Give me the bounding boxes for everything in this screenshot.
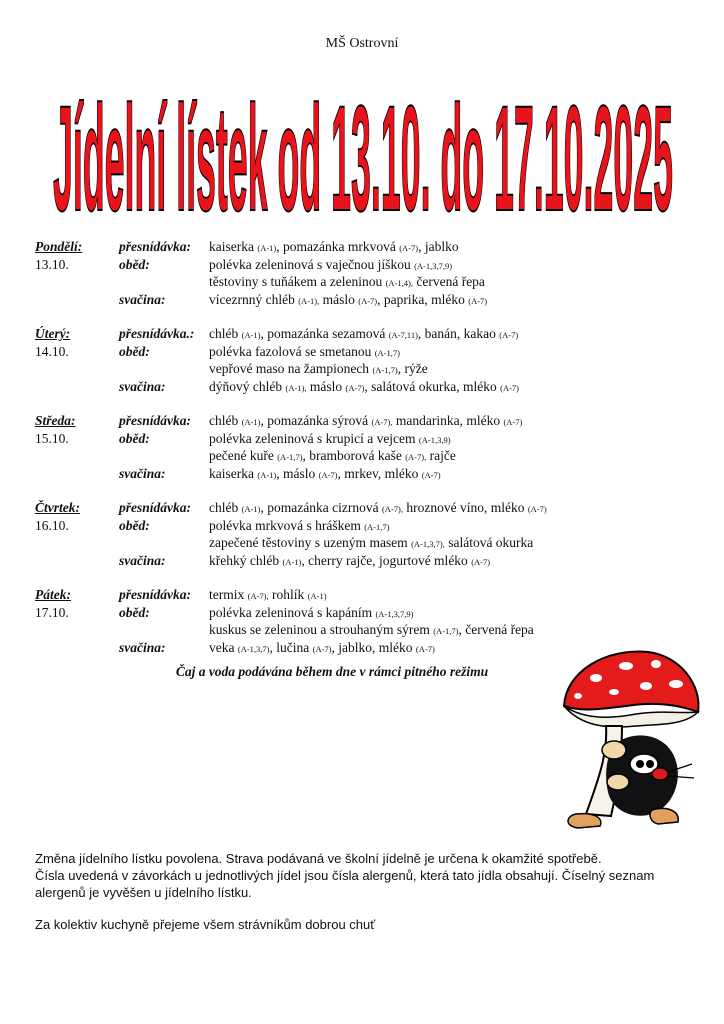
allergen-code: (A-1,3,7) [237, 643, 270, 654]
meal-item-text: , cherry rajče, jogurtové mléko [301, 552, 472, 568]
allergen-code: (A-7) [499, 330, 519, 340]
note-line: alergenů je vyvěšen u jídelního lístku. [35, 885, 252, 900]
menu-title-text: Jídelní lístek od 13.10. do 17.10.2025 [53, 74, 673, 224]
menu-row [35, 343, 705, 361]
meal-items [209, 552, 705, 570]
allergen-code: (A-1) [241, 417, 261, 427]
menu-title [48, 72, 678, 224]
allergen-notes [35, 850, 685, 901]
meal-item-text: kuskus se zeleninou a strouhaným sýrem [209, 622, 434, 637]
meal-items [209, 534, 705, 552]
meal-label: přesnídávka: [119, 587, 191, 602]
meal-items [209, 291, 705, 309]
meal-label: přesnídávka: [119, 413, 191, 428]
day-name: Středa: [35, 413, 76, 428]
meal-items [209, 273, 705, 291]
meal-item-text: chléb [209, 500, 242, 515]
menu-row [35, 273, 705, 291]
allergen-code: (A-7) [415, 643, 435, 654]
allergen-code: (A-7) [345, 382, 365, 393]
allergen-code: (A-1,7) [374, 347, 400, 358]
allergen-code: (A-7) [527, 504, 547, 514]
allergen-code: (A-7) [500, 382, 520, 393]
allergen-code: (A-7), [381, 504, 403, 514]
menu-row [35, 447, 705, 465]
allergen-code: (A-7), [371, 417, 393, 427]
day-spacer [35, 552, 119, 570]
drinking-regime-note: Čaj a voda podávána během dne v rámci pitného režimu [175, 664, 489, 679]
meal-item-text: , salátová okurka, mléko [364, 378, 501, 394]
allergen-code: (A-1), [298, 295, 320, 306]
meal-items [209, 412, 705, 430]
day-date: 13.10. [35, 256, 69, 272]
meal-items [209, 343, 705, 361]
allergen-code: (A-1,7) [433, 626, 459, 636]
meal-item-text: , máslo [276, 465, 319, 481]
meal-item-text: chléb [209, 413, 242, 428]
day-spacer [35, 465, 119, 483]
menu-row [35, 586, 705, 604]
meal-label: přesnídávka: [119, 239, 191, 254]
menu-row [35, 430, 705, 448]
day-spacer [35, 378, 119, 396]
allergen-code: (A-1) [241, 504, 261, 514]
meal-item-text: , bramborová kaše [302, 448, 406, 463]
day-spacer [35, 621, 119, 639]
meal-item-text: polévka fazolová se smetanou [209, 343, 375, 359]
meal-item-text: polévka zeleninová s krupicí a vejcem [209, 430, 419, 446]
meal-item-text: veka [209, 639, 238, 655]
allergen-code: (A-7) [399, 243, 419, 253]
meal-item-text: chléb [209, 326, 242, 341]
meal-label: oběd: [119, 430, 150, 446]
meal-item-text: , lučina [269, 639, 313, 655]
meal-label [119, 447, 209, 465]
meal-label: oběd: [119, 517, 150, 533]
day-spacer [35, 534, 119, 552]
note-line: Změna jídelního lístku povolena. Strava podávaná ve školní jídelně je určena k okamžité spotřebě. [35, 851, 602, 866]
kitchen-wish: Za kolektiv kuchyně přejeme všem strávníkům dobrou chuť [35, 917, 376, 932]
meal-label [119, 534, 209, 552]
meal-item-text: máslo [306, 378, 346, 394]
allergen-code: (A-1,3,7,9) [375, 608, 414, 619]
meal-item-text: , rýže [397, 361, 428, 376]
menu-row [35, 412, 705, 430]
meal-label: svačina: [119, 465, 166, 481]
day-spacer [35, 273, 119, 291]
meal-items [209, 586, 705, 604]
allergen-code: (A-7) [421, 469, 441, 480]
allergen-code: (A-1,7) [277, 452, 303, 462]
day-date: 14.10. [35, 343, 69, 359]
meal-items [209, 256, 705, 274]
meal-label: přesnídávka: [119, 500, 191, 515]
allergen-code: (A-1,4), [385, 278, 413, 288]
meal-item-text: těstoviny s tuňákem a zeleninou [209, 274, 386, 289]
allergen-code: (A-1,3,9) [418, 434, 451, 445]
meal-items [209, 447, 705, 465]
meal-items [209, 360, 705, 378]
meal-items [209, 604, 705, 622]
meal-item-text: kaiserka [209, 239, 258, 254]
allergen-code: (A-1,7) [372, 365, 398, 375]
menu-day [35, 499, 705, 569]
meal-item-text: , mrkev, mléko [337, 465, 422, 481]
menu-day [35, 325, 705, 395]
menu-row [35, 465, 705, 483]
allergen-code: (A-7) [471, 556, 491, 567]
meal-items [209, 621, 705, 639]
menu-row [35, 517, 705, 535]
allergen-code: (A-1) [257, 469, 277, 480]
meal-items [209, 499, 705, 517]
allergen-code: (A-7), [247, 591, 269, 601]
mole-with-mushroom-icon [556, 646, 706, 831]
allergen-code: (A-7) [503, 417, 523, 427]
menu-row [35, 534, 705, 552]
meal-item-text: , banán, kakao [417, 326, 500, 341]
meal-item-text: pečené kuře [209, 448, 278, 463]
day-date: 16.10. [35, 517, 69, 533]
meal-item-text: kaiserka [209, 465, 258, 481]
day-name: Pátek: [35, 587, 71, 602]
allergen-code: (A-7), [405, 452, 427, 462]
menu-row [35, 621, 705, 639]
allergen-code: (A-7) [468, 295, 488, 306]
allergen-code: (A-1) [282, 556, 302, 567]
menu-row [35, 360, 705, 378]
meal-item-text: termix [209, 587, 248, 602]
allergen-code: (A-1) [257, 243, 277, 253]
menu-row [35, 291, 705, 309]
meal-item-text: křehký chléb [209, 552, 283, 568]
meal-label: svačina: [119, 291, 166, 307]
meal-item-text: , pomazánka sýrová [260, 413, 372, 428]
meal-label: oběd: [119, 604, 150, 620]
day-name: Pondělí: [35, 239, 83, 254]
day-name: Úterý: [35, 326, 71, 341]
meal-item-text: hroznové víno, mléko [402, 500, 528, 515]
allergen-code: (A-1) [307, 591, 327, 601]
meal-label: oběd: [119, 343, 150, 359]
day-name: Čtvrtek: [35, 500, 80, 515]
meal-item-text: mandarinka, mléko [392, 413, 504, 428]
day-date: 15.10. [35, 430, 69, 446]
meal-items [209, 378, 705, 396]
menu-row [35, 238, 705, 256]
meal-item-text: máslo [319, 291, 359, 307]
meal-item-text: , jablko [418, 239, 459, 254]
allergen-code: (A-7) [318, 469, 338, 480]
menu-day [35, 412, 705, 482]
allergen-code: (A-1), [285, 382, 307, 393]
meal-label: svačina: [119, 639, 166, 655]
menu-row [35, 604, 705, 622]
meal-label [119, 621, 209, 639]
meal-item-text: , červená řepa [458, 622, 534, 637]
day-spacer [35, 447, 119, 465]
note-line: Čísla uvedená v závorkách u jednotlivých jídel jsou čísla alergenů, která tato jídla obsahují. Číselný seznam [35, 868, 655, 883]
day-date: 17.10. [35, 604, 69, 620]
menu-row [35, 256, 705, 274]
meal-item-text: , jablko, mléko [331, 639, 416, 655]
meal-label: přesnídávka.: [119, 326, 195, 341]
meal-items [209, 465, 705, 483]
menu-row [35, 378, 705, 396]
allergen-code: (A-7) [312, 643, 332, 654]
meal-item-text: rajče [426, 448, 456, 463]
meal-item-text: zapečené těstoviny s uzeným masem [209, 535, 412, 550]
meal-item-text: rohlík [268, 587, 308, 602]
meal-items [209, 430, 705, 448]
meal-label: oběd: [119, 256, 150, 272]
allergen-code: (A-7) [358, 295, 378, 306]
meal-item-text: vepřové maso na žampionech [209, 361, 373, 376]
allergen-code: (A-1,3,7), [411, 539, 445, 549]
day-spacer [35, 291, 119, 309]
meal-item-text: polévka mrkvová s hráškem [209, 517, 365, 533]
meal-label [119, 273, 209, 291]
meal-item-text: polévka zeleninová s vaječnou jíškou [209, 256, 415, 272]
weekly-menu [35, 238, 705, 673]
meal-label: svačina: [119, 552, 166, 568]
allergen-code: (A-7,11) [388, 330, 418, 340]
meal-label [119, 360, 209, 378]
meal-item-text: dýňový chléb [209, 378, 286, 394]
meal-items [209, 238, 705, 256]
meal-item-text: , pomazánka cizrnová [260, 500, 382, 515]
meal-item-text: , pomazánka mrkvová [276, 239, 400, 254]
meal-item-text: salátová okurka [444, 535, 534, 550]
menu-row [35, 325, 705, 343]
menu-row [35, 552, 705, 570]
day-spacer [35, 639, 119, 657]
meal-item-text: , paprika, mléko [377, 291, 469, 307]
menu-day [35, 238, 705, 308]
allergen-code: (A-1) [241, 330, 261, 340]
menu-row [35, 499, 705, 517]
meal-item-text: vícezrnný chléb [209, 291, 299, 307]
allergen-code: (A-1,3,7,9) [414, 260, 453, 271]
meal-items [209, 325, 705, 343]
school-name: MŠ Ostrovní [325, 36, 399, 51]
day-spacer [35, 360, 119, 378]
meal-items [209, 517, 705, 535]
meal-item-text: polévka zeleninová s kapáním [209, 604, 376, 620]
meal-item-text: červená řepa [412, 274, 485, 289]
allergen-code: (A-1,7) [364, 521, 390, 532]
meal-item-text: , pomazánka sezamová [260, 326, 389, 341]
meal-label: svačina: [119, 378, 166, 394]
